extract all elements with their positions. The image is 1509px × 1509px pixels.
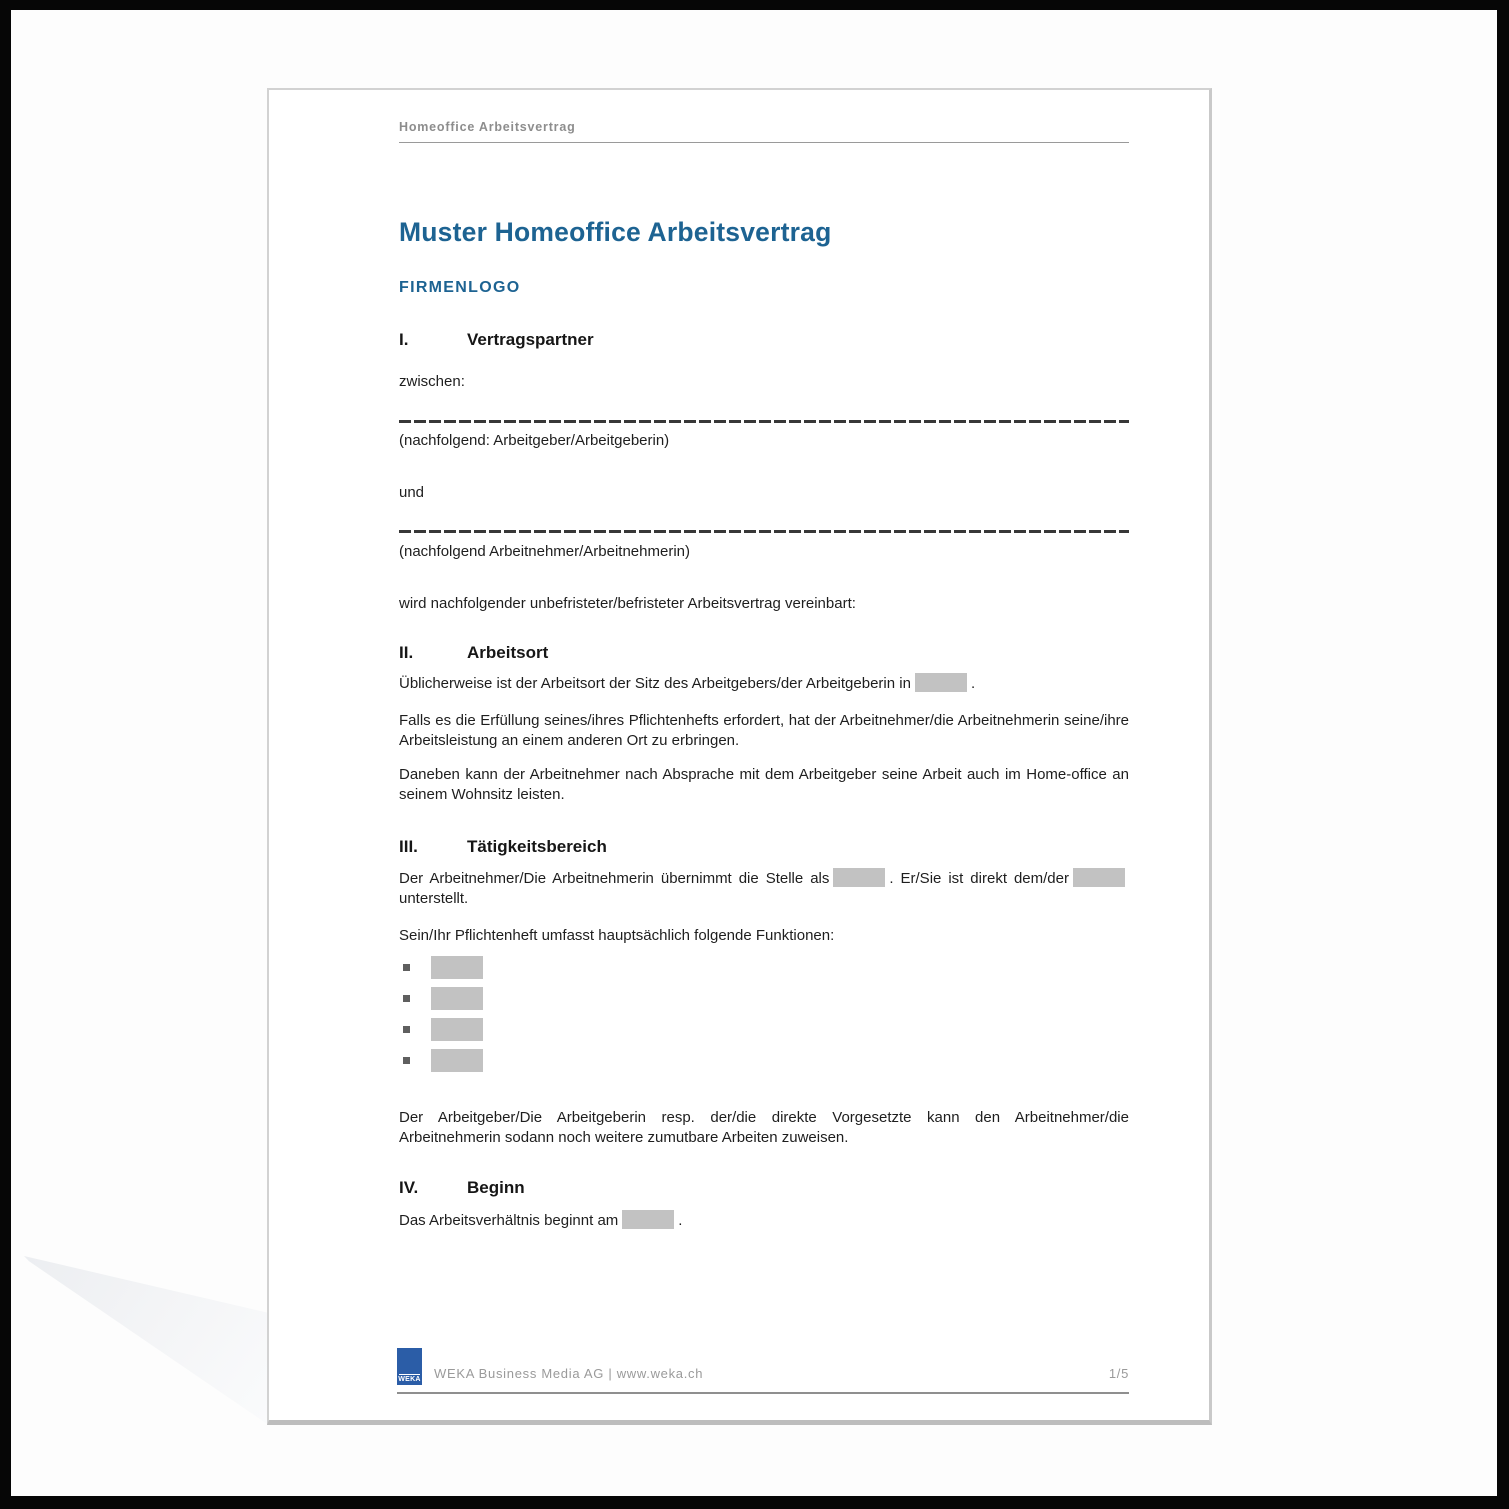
bullet-square-icon [403,1026,410,1033]
employee-name-blank-line [399,530,1129,533]
company-logo-placeholder: FIRMENLOGO [399,279,521,296]
function-list-item [399,1049,1129,1072]
function-list-item [399,1018,1129,1041]
bullet-square-icon [403,995,410,1002]
text-run: unterstellt. [399,890,469,907]
redacted-placeholder [431,1018,483,1041]
section-number: IV. [399,1178,419,1197]
frame-edge-top [0,0,1509,10]
paragraph-stelle [399,868,1129,909]
employer-name-blank-line [399,420,1129,423]
bullet-square-icon [403,964,410,971]
section-title: Beginn [467,1178,525,1197]
document-page [267,88,1212,1425]
section-number: I. [399,330,409,349]
section-heading-arbeitsort [399,643,1129,663]
text-run: Der Arbeitnehmer/Die Arbeitnehmerin übernimmt die Stelle als [399,870,830,887]
paragraph-und: und [399,484,425,501]
employer-note: (nachfolgend: Arbeitgeber/Arbeitgeberin) [399,432,670,449]
text-run: Das Arbeitsverhältnis beginnt am [399,1212,619,1229]
function-bullet-list [399,956,1129,1080]
footer-page-number: 1/5 [1108,1366,1129,1381]
paragraph-arbeitsort-3: Daneben kann der Arbeitnehmer nach Absprache mit dem Arbeitgeber seine Arbeit auch im Home-office an seinem Wohnsitz leisten. [399,766,1129,803]
paragraph-weitere-arbeiten: Der Arbeitgeber/Die Arbeitgeberin resp. der/die direkte Vorgesetzte kann den Arbeitnehmer/die Arbeitnehmerin sodann noch weitere zumutbare Arbeiten zuweisen. [399,1109,1129,1146]
running-header [399,120,1129,143]
redacted-placeholder [431,987,483,1010]
redacted-placeholder [1073,868,1125,887]
bullet-square-icon [403,1057,410,1064]
text-run: . Er/Sie ist direkt dem/der [889,870,1069,887]
text-run: . [970,675,976,692]
redacted-placeholder [915,673,967,692]
paragraph-zwischen: zwischen: [399,373,465,390]
agreement-statement: wird nachfolgender unbefristeter/befristeter Arbeitsvertrag vereinbart: [399,595,856,612]
section-number: III. [399,837,418,856]
employee-note: (nachfolgend Arbeitnehmer/Arbeitnehmerin) [399,543,690,560]
redacted-placeholder [622,1210,674,1229]
paragraph-beginn [399,1210,1129,1231]
redacted-placeholder [833,868,885,887]
section-title: Tätigkeitsbereich [467,837,607,856]
section-heading-beginn [399,1178,1129,1198]
footer-publisher: WEKA Business Media AG | www.weka.ch [434,1366,704,1381]
section-title: Arbeitsort [467,643,549,662]
running-header-text: Homeoffice Arbeitsvertrag [399,120,576,134]
function-list-item [399,987,1129,1010]
weka-logo-text: WEKA [398,1376,421,1383]
text-run: . [678,1212,683,1229]
page-corner-shadow [24,1256,268,1428]
paragraph-arbeitsort-2: Falls es die Erfüllung seines/ihres Pflichtenhefts erfordert, hat der Arbeitnehmer/die Arbeitnehmerin seine/ihre Arbeitsleistung an einem anderen Ort zu erbringen. [399,712,1129,749]
redacted-placeholder [431,1049,483,1072]
frame-edge-right [1497,0,1509,1509]
section-number: II. [399,643,414,662]
footer-rule [397,1392,1129,1394]
footer [399,1366,1129,1381]
page-title: Muster Homeoffice Arbeitsvertrag [399,217,832,247]
section-title: Vertragspartner [467,330,594,349]
section-heading-taetigkeitsbereich [399,837,1129,857]
function-list-item [399,956,1129,979]
frame-edge-bottom [0,1496,1509,1509]
paragraph-pflichtenheft: Sein/Ihr Pflichtenheft umfasst hauptsächlich folgende Funktionen: [399,927,835,944]
redacted-placeholder [431,956,483,979]
section-heading-vertragspartner [399,330,1129,350]
frame-edge-left [0,0,11,1509]
text-run: Üblicherweise ist der Arbeitsort der Sitz des Arbeitgebers/der Arbeitgeberin in [399,675,911,692]
paragraph-arbeitsort-1 [399,673,1129,694]
